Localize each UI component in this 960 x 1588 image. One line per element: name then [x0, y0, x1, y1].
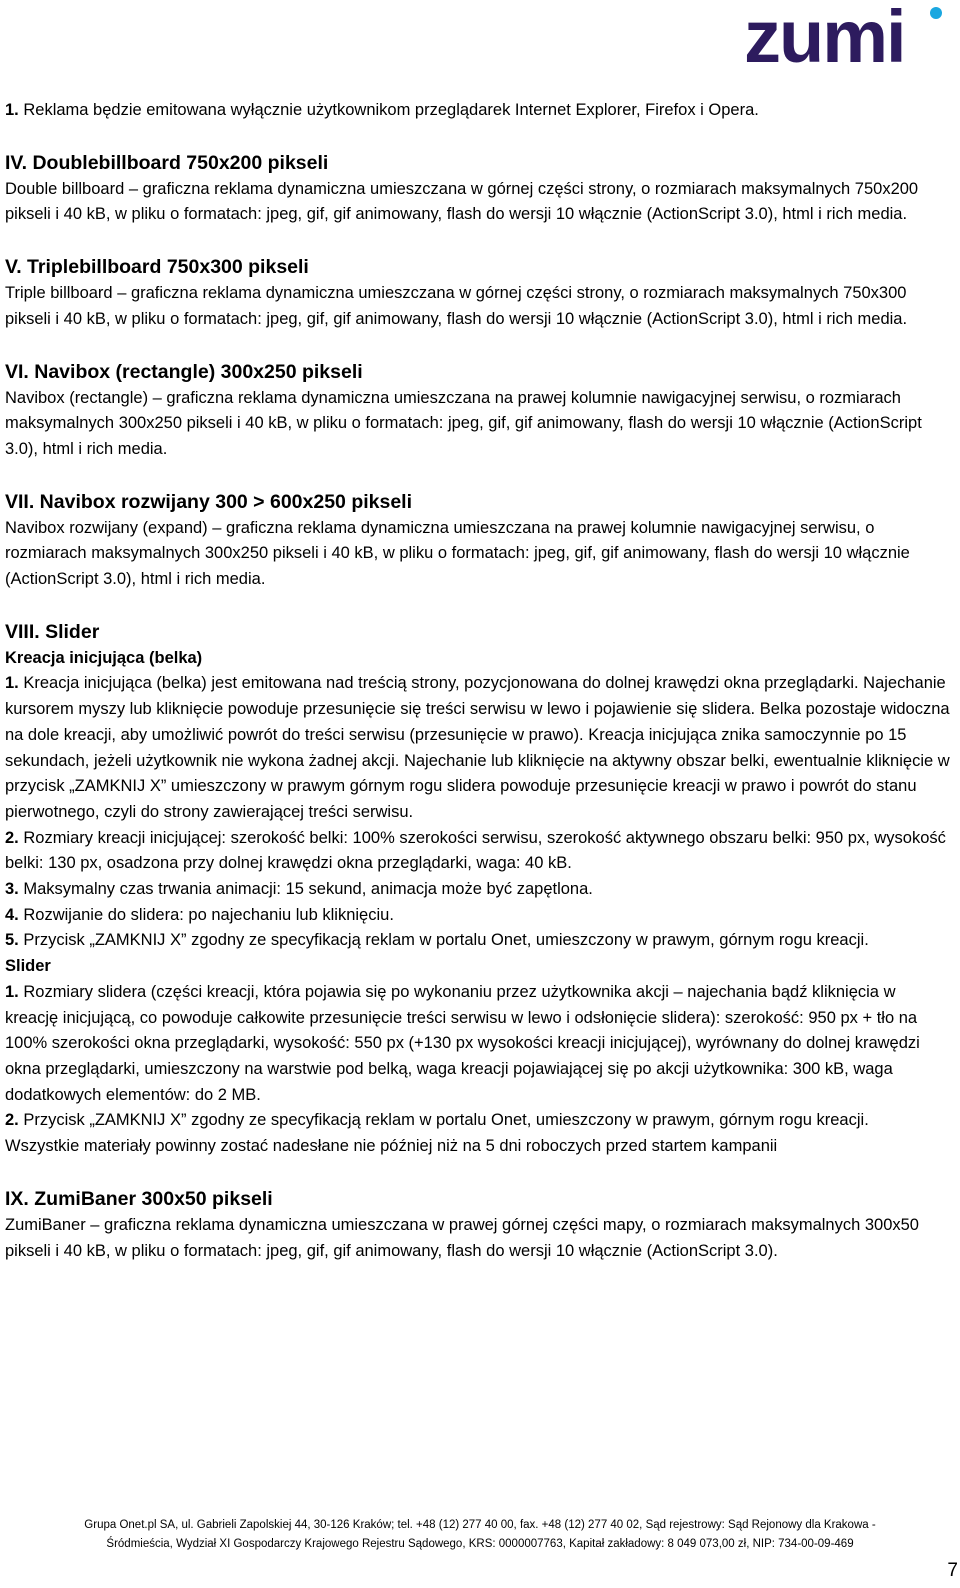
section-v-title: V. Triplebillboard 750x300 pikseli: [5, 256, 309, 279]
list-item: 3. Maksymalny czas trwania animacji: 15 sekund, animacja może być zapętlona.: [5, 880, 593, 899]
section-iv-title: IV. Doublebillboard 750x200 pikseli: [5, 151, 329, 174]
section-v-body: Triple billboard – graficzna reklama dynamiczna umieszczana w górnej części strony, o rozmiarach maksymalnych 750x300 pikseli i 40 kB, w pliku o formatach: jpeg, gif, gif animowany, flash do wersji 10 włącznie (ActionScript 3.0), html i rich media.: [5, 284, 908, 328]
document-body: [5, 98, 950, 1264]
intro-paragraph: 1. Reklama będzie emitowana wyłącznie użytkownikom przeglądarek Internet Explorer, Firefox i Opera.: [5, 101, 759, 119]
section-vi-body: Navibox (rectangle) – graficzna reklama dynamiczna umieszczana na prawej kolumnie nawigacyjnej serwisu, o rozmiarach maksymalnych 300x250 pikseli i 40 kB, w pliku o formatach: jpeg, gif, gif animowany, flash do wersji 10 włącznie (ActionScript 3.0), html i rich media.: [5, 388, 922, 458]
logo-text: zumi: [744, 4, 905, 68]
section-iv-body: Double billboard – graficzna reklama dynamiczna umieszczana w górnej części strony, o rozmiarach maksymalnych 750x200 pikseli i 40 kB, w pliku o formatach: jpeg, gif, gif animowany, flash do wersji 10 włącznie (ActionScript 3.0), html i rich media.: [5, 179, 919, 224]
list-item: 2. Rozmiary kreacji inicjującej: szerokość belki: 100% szerokości serwisu, szerokość aktywnego obszaru belki: 950 px, wysokość belki: 130 px, osadzona przy dolnej krawędzi okna przeglądarki, waga: 40 kB.: [5, 828, 946, 873]
list-item: 2. Przycisk „ZAMKNIJ X” zgodny ze specyfikacją reklam w portalu Onet, umieszczony w prawym, górnym rogu kreacji.: [5, 1111, 869, 1130]
section-vii-title: VII. Navibox rozwijany 300 > 600x250 pikseli: [5, 490, 413, 513]
section-ix-title: IX. ZumiBaner 300x50 pikseli: [5, 1187, 273, 1210]
section-ix-body: ZumiBaner – graficzna reklama dynamiczna umieszczana w prawej górnej części mapy, o rozmiarach maksymalnych 300x50 pikseli i 40 kB, w pliku o formatach: jpeg, gif, gif animowany, flash do wersji 10 włącznie (ActionScript 3.0).: [5, 1215, 919, 1260]
page-number: 7: [947, 1560, 958, 1581]
section-vi-title: VI. Navibox (rectangle) 300x250 pikseli: [5, 360, 363, 383]
subheading-slider: Slider: [5, 957, 51, 976]
zumi-logo: [740, 4, 950, 68]
logo-dot: [930, 7, 942, 19]
footer-line-1: Grupa Onet.pl SA, ul. Gabrieli Zapolskiej 44, 30-126 Kraków; tel. +48 (12) 277 40 00, fax. +48 (12) 277 40 02, Sąd rejestrowy: Sąd Rejonowy dla Krakowa -: [84, 1519, 876, 1531]
list-item: 4. Rozwijanie do slidera: po najechaniu lub kliknięciu.: [5, 905, 394, 924]
list-item: 5. Przycisk „ZAMKNIJ X” zgodny ze specyfikacją reklam w portalu Onet, umieszczony w prawym, górnym rogu kreacji.: [5, 931, 869, 950]
list-item: 1. Kreacja inicjująca (belka) jest emitowana nad treścią strony, pozycjonowana do dolnej krawędzi okna przeglądarki. Najechanie kursorem myszy lub kliknięcie powoduje przesunięcie się treści serwisu w lewo i pojawienie się slidera. Belka pozostaje widoczna na dole kreacji, aby umożliwić powrót do treści serwisu (przesunięcie w prawo). Kreacja inicjująca znika samoczynnie po 15 sekundach, jeżeli użytkownik nie wykona żadnej akcji. Najechanie lub kliknięcie na aktywny obszar belki, ewentualnie kliknięcie w przycisk „ZAMKNIJ X” umieszczony w prawym górnym rogu slidera powoduje przesunięcie kreacji w prawo i powrót do stanu pierwotnego, czyli do strony zawierającej treści serwisu.: [5, 674, 950, 821]
section-viii-title: VIII. Slider: [5, 620, 100, 643]
list-item: 1. Rozmiary slidera (części kreacji, która pojawia się po wykonaniu przez użytkownika akcji – najechania bądź kliknięcia w kreację inicjującą, co powoduje całkowite przesunięcie treści serwisu w lewo i odsłonięcie slidera): szerokość: 950 px + tło na 100% szerokości okna przeglądarki, wysokość: 550 px (+130 px wysokości kreacji inicjującej), wyrównany do dolnej krawędzi okna przeglądarki, umieszczony na warstwie pod belką, waga kreacji pojawiającej się po akcji użytkownika: 300 kB, waga dodatkowych elementów: do 2 MB.: [5, 982, 920, 1104]
footer-line-2: Śródmieścia, Wydział XI Gospodarczy Krajowego Rejestru Sądowego, KRS: 0000007763, Kapitał zakładowy: 8 049 073,00 zł, NIP: 734-00-09-469: [106, 1538, 854, 1550]
subheading-initial-creative: Kreacja inicjująca (belka): [5, 648, 203, 667]
company-footer: [0, 1516, 960, 1554]
deadline-note: Wszystkie materiały powinny zostać nadesłane nie później niż na 5 dni roboczych przed startem kampanii: [5, 1137, 778, 1156]
section-vii-body: Navibox rozwijany (expand) – graficzna reklama dynamiczna umieszczana na prawej kolumnie nawigacyjnej serwisu, o rozmiarach maksymalnych 300x250 pikseli i 40 kB, w pliku o formatach: jpeg, gif, gif animowany, flash do wersji 10 włącznie (ActionScript 3.0), html i rich media.: [5, 518, 910, 589]
